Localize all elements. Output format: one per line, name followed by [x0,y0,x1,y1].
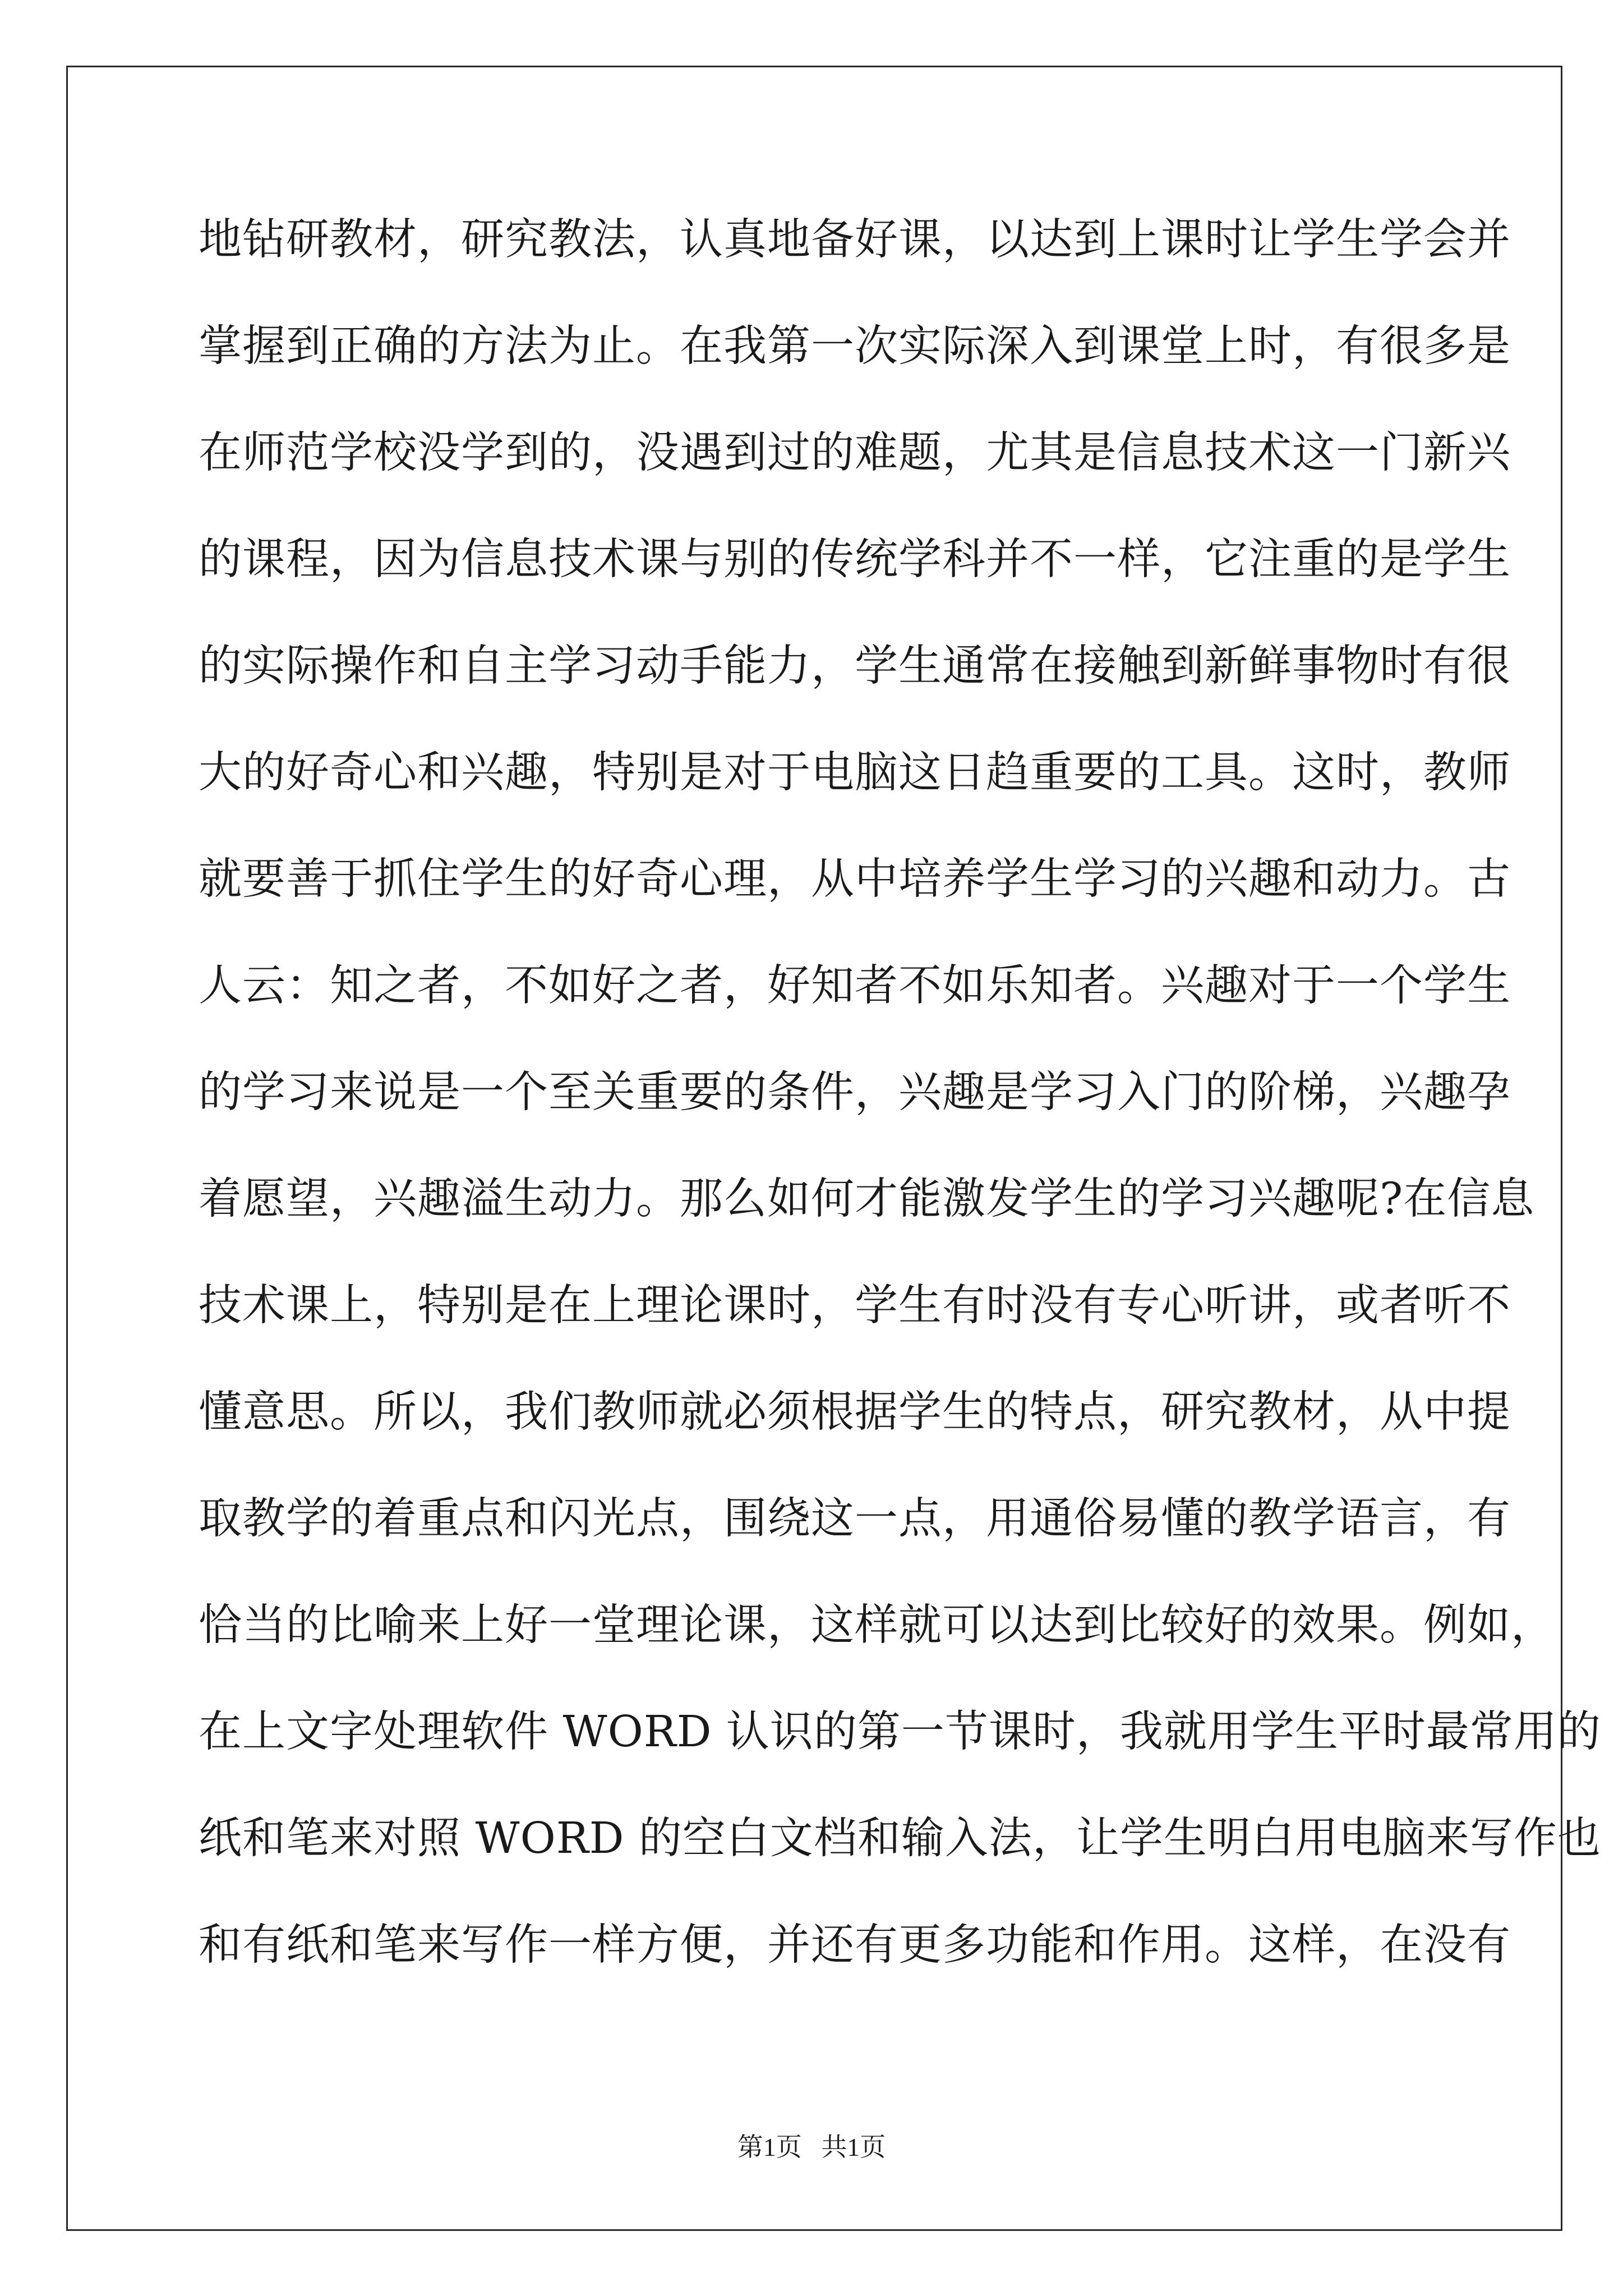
text-line: 恰当的比喻来上好一堂理论课，这样就可以达到比较好的效果。例如， [199,1600,1555,1650]
text-line: 人云：知之者，不如好之者，好知者不如乐知者。兴趣对于一个学生 [199,961,1511,1011]
text-line: 的课程，因为信息技术课与别的传统学科并不一样，它注重的是学生 [199,535,1511,585]
text-line: 技术课上，特别是在上理论课时，学生有时没有专心听讲，或者听不 [199,1281,1511,1331]
document-body [199,212,1601,2024]
text-line: 的实际操作和自主学习动手能力，学生通常在接触到新鲜事物时有很 [199,641,1511,691]
text-line: 地钻研教材，研究教法，认真地备好课，以达到上课时让学生学会并 [199,215,1511,265]
text-line: 在上文字处理软件 WORD 认识的第一节课时，我就用学生平时最常用的 [199,1707,1601,1757]
page-footer: 第1页 共1页 [737,2133,886,2161]
text-line: 着愿望，兴趣溢生动力。那么如何才能激发学生的学习兴趣呢?在信息 [199,1174,1535,1224]
text-line: 大的好奇心和兴趣，特别是对于电脑这日趋重要的工具。这时，教师 [199,748,1511,798]
text-line: 就要善于抓住学生的好奇心理，从中培养学生学习的兴趣和动力。古 [199,854,1511,904]
text-line: 取教学的着重点和闪光点，围绕这一点，用通俗易懂的教学语言，有 [199,1494,1511,1544]
text-line: 掌握到正确的方法为止。在我第一次实际深入到课堂上时，有很多是 [199,321,1511,371]
text-line: 纸和笔来对照 WORD 的空白文档和输入法，让学生明白用电脑来写作也 [199,1814,1601,1864]
text-line: 在师范学校没学到的，没遇到过的难题，尤其是信息技术这一门新兴 [199,428,1511,478]
text-line: 和有纸和笔来写作一样方便，并还有更多功能和作用。这样，在没有 [199,1920,1511,1970]
text-line: 的学习来说是一个至关重要的条件，兴趣是学习入门的阶梯，兴趣孕 [199,1068,1511,1117]
text-line: 懂意思。所以，我们教师就必须根据学生的特点，研究教材，从中提 [199,1387,1511,1437]
